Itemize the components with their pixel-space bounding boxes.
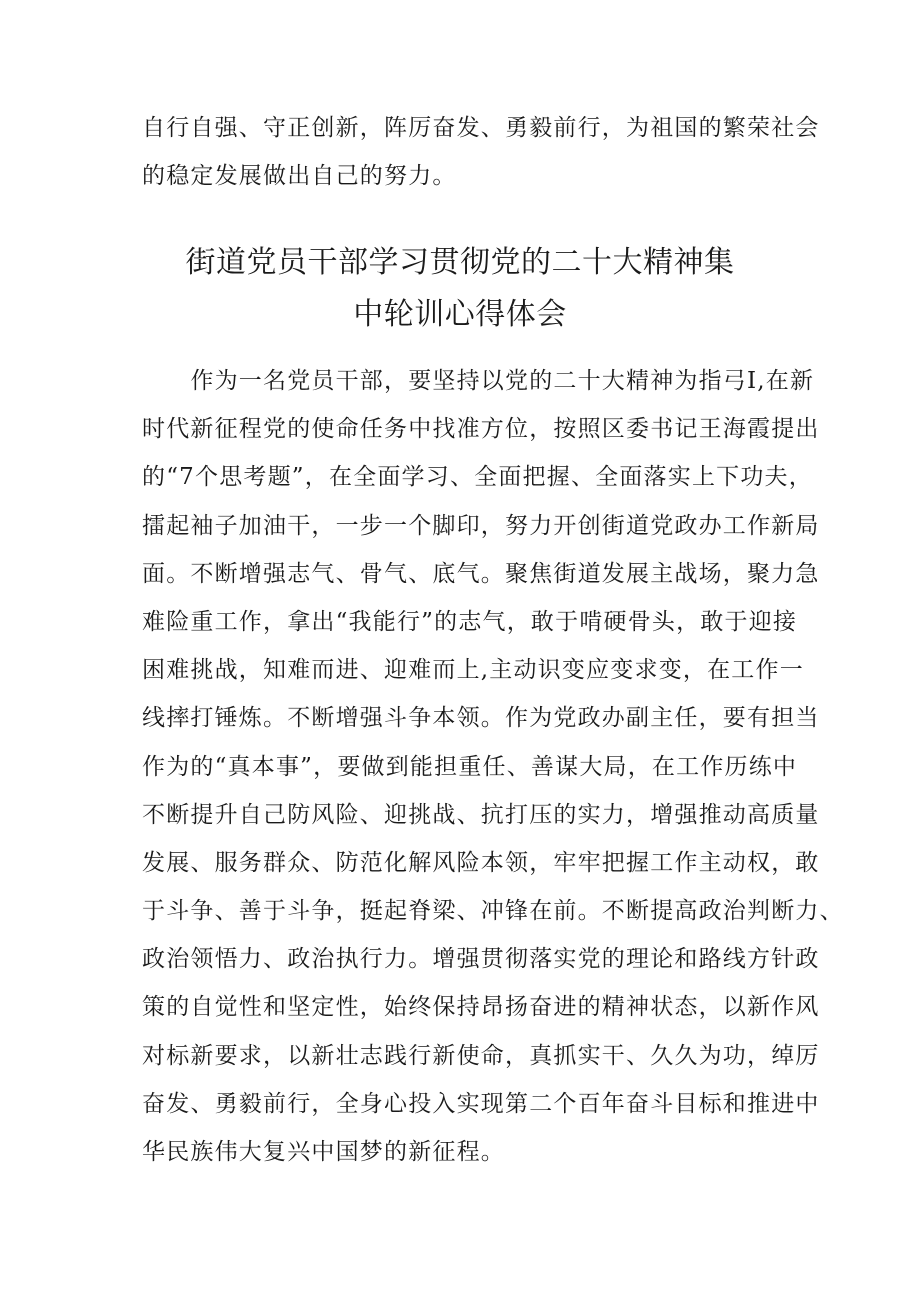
body-line: 华民族伟大复兴中国梦的新征程。 bbox=[142, 1139, 505, 1165]
body-line: 对标新要求，以新壮志践行新使命，真抓实干、久久为功，绰厉 bbox=[142, 1042, 820, 1069]
body-line: 奋发、勇毅前行，全身心投入实现第二个百年奋斗目标和推进中 bbox=[142, 1090, 820, 1117]
body-line: 时代新征程党的使命任务中找准方位，按照区委书记王海霞提出 bbox=[142, 416, 820, 443]
body-line: 困难挑战，知难而进、迎难而上,主动识变应变求变，在工作一 bbox=[142, 657, 804, 684]
body-paragraph bbox=[142, 357, 844, 1176]
body-line: 于斗争、善于斗争，挺起脊梁、冲锋在前。不断提高政治判断力、 bbox=[142, 898, 844, 925]
body-line: 作为的“真本事”，要做到能担重任、善谋大局，在工作历练中 bbox=[142, 753, 798, 780]
title-line: 街道党员干部学习贯彻党的二十大精神集 bbox=[185, 245, 735, 280]
body-line: 面。不断增强志气、骨气、底气。聚焦街道发展主战场，聚力急 bbox=[142, 560, 820, 587]
body-line: 发展、服务群众、防范化解风险本领，牢牢把握工作主动权，敢 bbox=[142, 849, 820, 876]
intro-line: 自行自强、守正创新，阵厉奋发、勇毅前行，为祖国的繁荣社会 bbox=[142, 115, 820, 141]
body-line: 擂起袖子加油干，一步一个脚印，努力开创街道党政办工作新局 bbox=[142, 512, 820, 539]
body-line: 难险重工作，拿出“我能行”的志气，敢于啃硬骨头，敢于迎接 bbox=[142, 608, 798, 635]
title-line: 中轮训心得体会 bbox=[353, 297, 567, 332]
body-line: 线摔打锤炼。不断增强斗争本领。作为党政办副主任，要有担当 bbox=[142, 705, 820, 732]
intro-paragraph bbox=[142, 104, 820, 200]
body-line: 的“7个思考题”，在全面学习、全面把握、全面落实上下功夫， bbox=[142, 464, 813, 491]
body-line: 策的自觉性和坚定性，始终保持昂扬奋进的精神状态，以新作风 bbox=[142, 994, 820, 1021]
body-line: 政治领悟力、政治执行力。增强贯彻落实党的理论和路线方针政 bbox=[142, 946, 820, 973]
body-line: 不断提升自己防风险、迎挑战、抗打压的实力，增强推动高质量 bbox=[142, 801, 820, 828]
article-title bbox=[142, 237, 778, 341]
body-line: 作为一名党员干部，要坚持以党的二十大精神为指弓I,在新 bbox=[142, 368, 815, 394]
intro-line: 的稳定发展做出自己的努力。 bbox=[142, 163, 457, 189]
